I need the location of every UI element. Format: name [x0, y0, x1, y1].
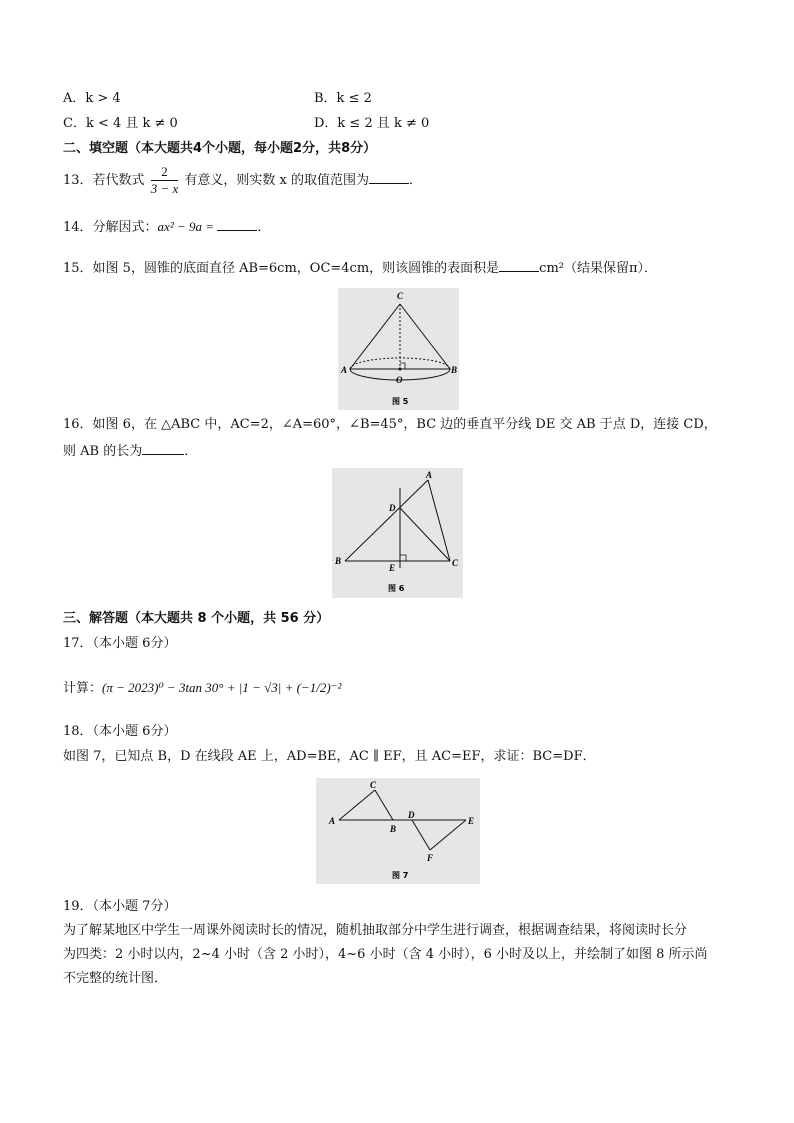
- q14-prefix: 14．分解因式：: [63, 220, 158, 235]
- option-c: C．k < 4 且 k ≠ 0: [63, 116, 178, 131]
- fig7-label-a: A: [329, 816, 336, 826]
- fig5-label-o: O: [396, 375, 403, 385]
- q13-prefix: 13．若代数式: [63, 173, 145, 188]
- fig5-caption: 图 5: [392, 397, 409, 406]
- fig6-label-c: C: [452, 558, 459, 568]
- section-heading-solutions: 三、解答题（本大题共 8 个小题，共 56 分）: [63, 611, 330, 626]
- question-16-line2: [63, 440, 197, 462]
- fig7-label-f: F: [427, 853, 434, 863]
- question-17-body: [63, 678, 341, 699]
- q15-unit: cm²（结果保留π）．: [539, 261, 658, 276]
- question-14: [63, 216, 270, 238]
- q16-line2-text: 则 AB 的长为: [63, 444, 143, 459]
- question-19-line1: 为了解某地区中学生一周课外阅读时长的情况，随机抽取部分中学生进行调查，根据调查结果，将阅读时长分: [63, 923, 688, 938]
- fig6-caption: 图 6: [388, 584, 405, 593]
- question-16-line1: 16．如图 6，在 △ABC 中，AC=2，∠A=60°，∠B=45°，BC 边的垂直平分线 DE 交 AB 于点 D，连接 CD，: [63, 417, 717, 432]
- fig6-label-b: B: [335, 556, 342, 566]
- q17-expression: (π − 2023)⁰ − 3tan 30° + |1 − √3| + (−1/2)⁻²: [102, 680, 342, 695]
- fig5-label-b: B: [451, 365, 458, 375]
- fig6-label-a: A: [426, 470, 433, 480]
- question-19-title: 19．（本小题 7分）: [63, 899, 177, 914]
- fig7-label-c: C: [370, 780, 377, 790]
- option-b: B．k ≤ 2: [314, 91, 372, 106]
- figure-5-cone: [338, 288, 459, 410]
- question-13: [63, 164, 422, 197]
- option-a: A．k > 4: [63, 91, 121, 106]
- question-19-line2: 为四类：2 小时以内，2~4 小时（含 2 小时），4~6 小时（含 4 小时），6 小时及以上，并绘制了如图 8 所示尚: [63, 947, 708, 962]
- question-18-title: 18．（本小题 6分）: [63, 724, 177, 739]
- fig7-label-d: D: [408, 810, 415, 820]
- fig6-label-d: D: [389, 503, 396, 513]
- q13-fraction: [151, 164, 179, 197]
- q13-suffix: 有意义，则实数 x 的取值范围为: [184, 173, 369, 188]
- fig5-label-c: C: [397, 291, 404, 301]
- q16-answer-blank[interactable]: [142, 440, 184, 455]
- q13-end: ．: [408, 173, 422, 188]
- q17-label: 计算：: [63, 681, 103, 696]
- q16-end: ．: [184, 444, 198, 459]
- q15-answer-blank[interactable]: [499, 257, 539, 272]
- q13-answer-blank[interactable]: [369, 169, 409, 184]
- q14-end: ．: [257, 220, 271, 235]
- q14-answer-blank[interactable]: [217, 216, 257, 231]
- question-18-text: 如图 7，已知点 B，D 在线段 AE 上，AD=BE，AC ∥ EF，且 AC=EF，求证：BC=DF．: [63, 749, 596, 764]
- option-d: D．k ≤ 2 且 k ≠ 0: [314, 116, 430, 131]
- figure-6-triangle: [332, 468, 463, 598]
- q14-expression: ax² − 9a =: [157, 219, 218, 234]
- fig6-label-e: E: [389, 563, 396, 573]
- fig7-label-e: E: [468, 816, 475, 826]
- q13-denominator: 3 − x: [150, 181, 179, 196]
- q15-text: 15．如图 5，圆锥的底面直径 AB=6cm，OC=4cm，则该圆锥的表面积是: [63, 261, 500, 276]
- question-15: [63, 257, 657, 279]
- q13-numerator: 2: [151, 164, 179, 181]
- section-heading-fill-in: 二、填空题（本大题共4个小题，每小题2分，共8分）: [63, 141, 377, 156]
- fig7-label-b: B: [390, 824, 397, 834]
- question-17-title: 17．（本小题 6分）: [63, 636, 177, 651]
- question-19-line3: 不完整的统计图．: [63, 971, 168, 986]
- fig5-label-a: A: [341, 365, 348, 375]
- figure-7-triangles: [316, 778, 480, 884]
- fig7-caption: 图 7: [392, 871, 409, 880]
